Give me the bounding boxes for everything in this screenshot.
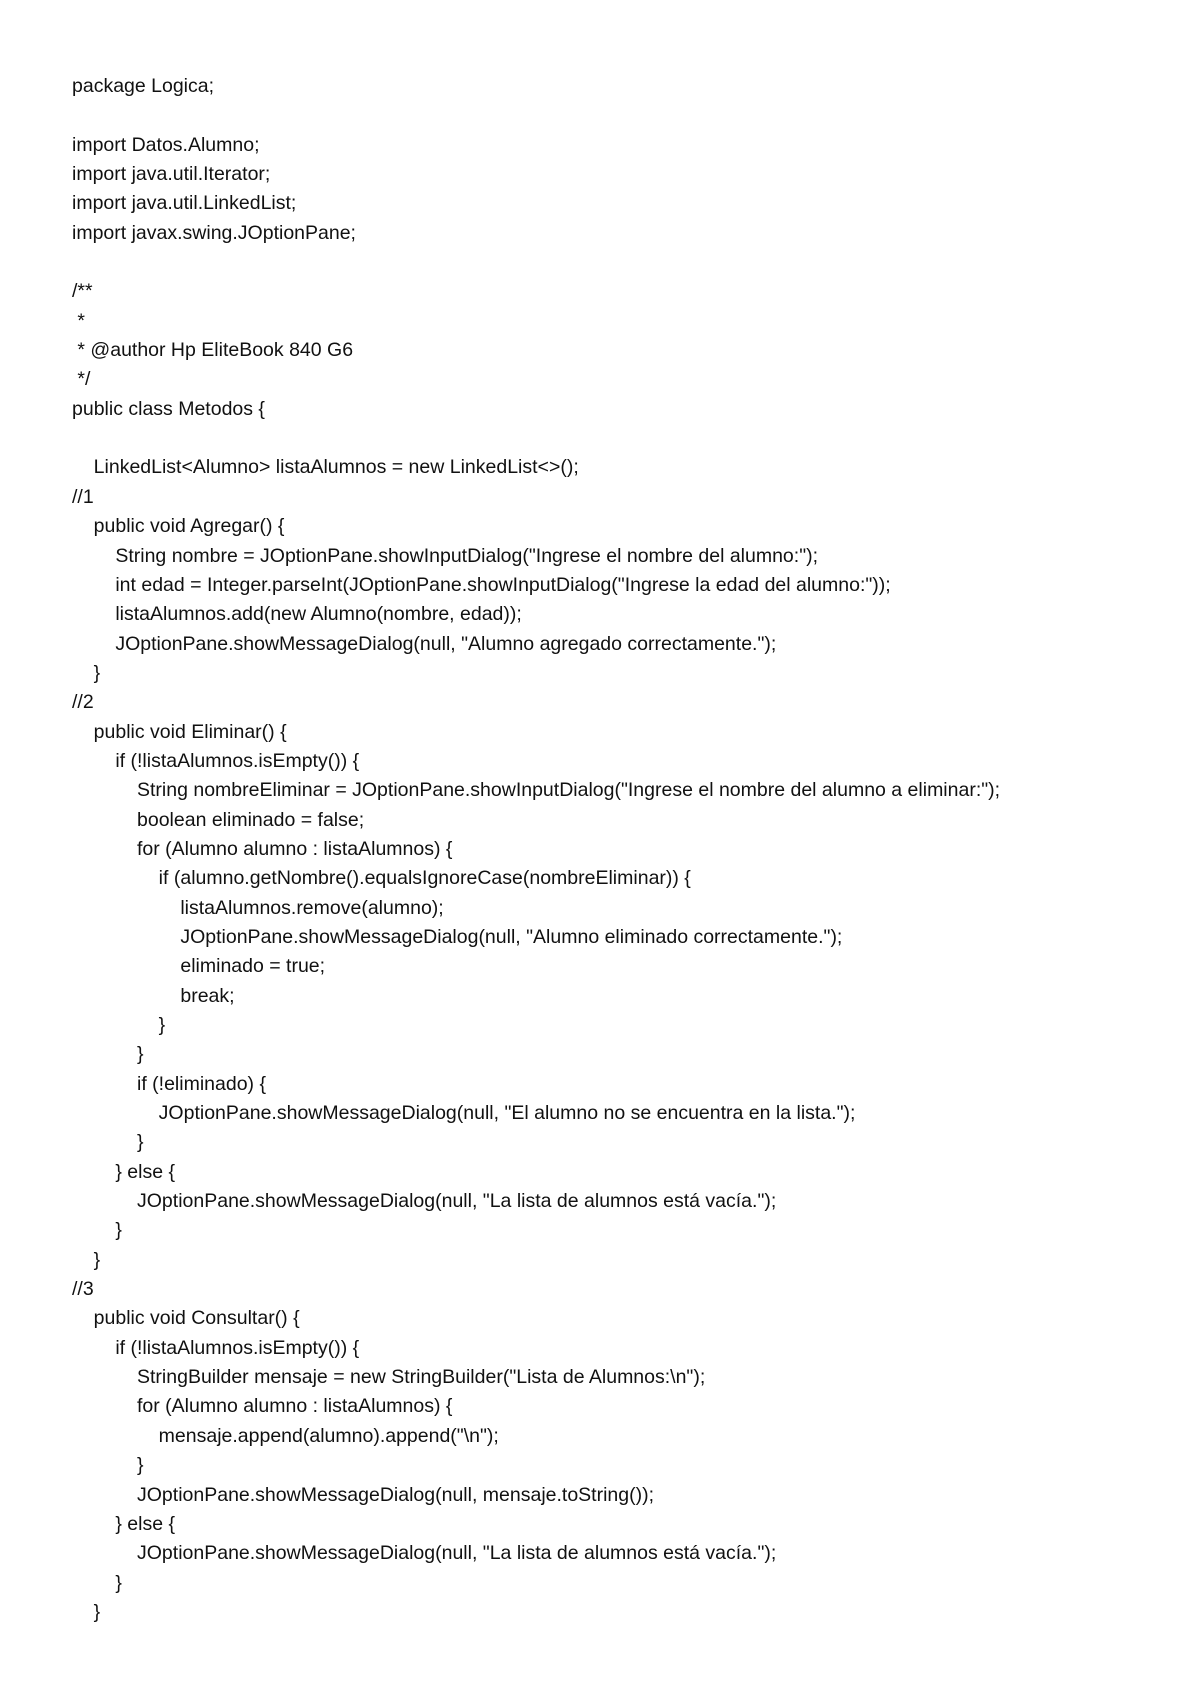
code-line: JOptionPane.showMessageDialog(null, "Alumno eliminado correctamente."); [72, 925, 843, 948]
code-line: } [72, 1454, 144, 1477]
code-line: JOptionPane.showMessageDialog(null, "Alumno agregado correctamente."); [72, 632, 777, 655]
code-line: } [72, 1043, 144, 1066]
code-line: } [72, 1219, 122, 1242]
code-line: * [72, 309, 86, 332]
code-line: eliminado = true; [72, 955, 326, 978]
code-line: import javax.swing.JOptionPane; [72, 221, 356, 244]
code-line: } [72, 1014, 166, 1036]
code-line: } [72, 661, 101, 684]
code-line: if (!listaAlumnos.isEmpty()) { [72, 749, 360, 772]
code-line: */ [72, 368, 91, 391]
code-line: /** [72, 280, 93, 303]
code-line: if (!listaAlumnos.isEmpty()) { [72, 1336, 360, 1359]
code-line: mensaje.append(alumno).append("\n"); [72, 1424, 499, 1447]
code-line: boolean eliminado = false; [72, 808, 365, 831]
code-line: break; [72, 984, 235, 1007]
code-line: String nombreEliminar = JOptionPane.showInputDialog("Ingrese el nombre del alumno a eliminar:"); [72, 779, 1001, 802]
code-line: import java.util.Iterator; [72, 163, 271, 186]
code-line: public void Agregar() { [72, 515, 285, 538]
code-line [72, 248, 1162, 277]
code-line: import Datos.Alumno; [72, 133, 260, 156]
code-line: public void Consultar() { [72, 1307, 300, 1330]
code-line: * @author Hp EliteBook 840 G6 [72, 339, 354, 362]
code-line: String nombre = JOptionPane.showInputDialog("Ingrese el nombre del alumno:"); [72, 544, 819, 567]
code-line: StringBuilder mensaje = new StringBuilder("Lista de Alumnos:\n"); [72, 1366, 706, 1389]
code-line: JOptionPane.showMessageDialog(null, "El alumno no se encuentra en la lista."); [72, 1102, 856, 1125]
code-line: } [72, 1248, 101, 1271]
code-line: JOptionPane.showMessageDialog(null, "La lista de alumnos está vacía."); [72, 1190, 777, 1213]
code-line: for (Alumno alumno : listaAlumnos) { [72, 837, 453, 860]
code-line: package Logica; [72, 75, 215, 97]
code-line [72, 424, 1162, 453]
code-line: import java.util.LinkedList; [72, 192, 297, 215]
code-line: //2 [72, 691, 94, 714]
code-line [72, 101, 1162, 130]
code-line: } else { [72, 1160, 175, 1183]
code-line: //1 [72, 485, 94, 508]
code-line: public void Eliminar() { [72, 720, 287, 743]
code-line: } [72, 1131, 144, 1154]
code-line: listaAlumnos.remove(alumno); [72, 896, 444, 919]
code-line: listaAlumnos.add(new Alumno(nombre, edad)); [72, 603, 522, 626]
code-line: } [72, 1571, 122, 1594]
java-source-text [72, 72, 1162, 1627]
code-line: public class Metodos { [72, 397, 265, 420]
code-line: JOptionPane.showMessageDialog(null, "La lista de alumnos está vacía."); [72, 1542, 777, 1565]
code-line: //3 [72, 1278, 94, 1301]
code-line: } [72, 1600, 101, 1623]
code-line: LinkedList<Alumno> listaAlumnos = new LinkedList<>(); [72, 456, 579, 479]
code-line: if (alumno.getNombre().equalsIgnoreCase(nombreEliminar)) { [72, 867, 691, 890]
code-line: if (!eliminado) { [72, 1072, 266, 1095]
code-line: int edad = Integer.parseInt(JOptionPane.showInputDialog("Ingrese la edad del alumno:")); [72, 573, 891, 596]
code-line: JOptionPane.showMessageDialog(null, mensaje.toString()); [72, 1483, 655, 1506]
code-line: for (Alumno alumno : listaAlumnos) { [72, 1395, 453, 1418]
code-line: } else { [72, 1512, 175, 1535]
